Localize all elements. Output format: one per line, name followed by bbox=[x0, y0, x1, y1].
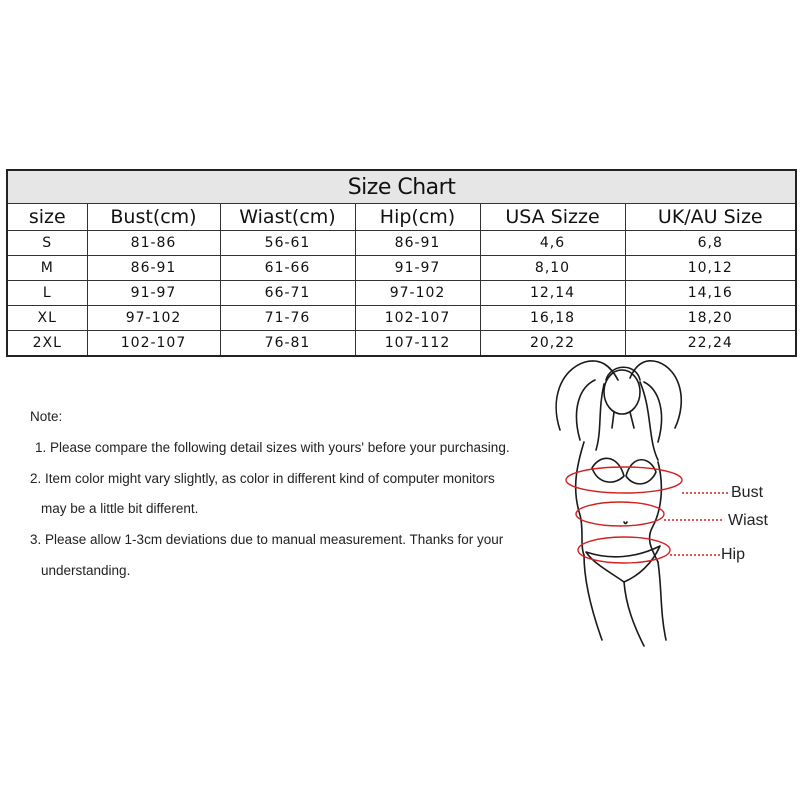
table-cell: 16,18 bbox=[480, 306, 625, 331]
table-cell: 91-97 bbox=[87, 281, 220, 306]
note-item-2: 2. Item color might vary slightly, as color in different kind of computer monitors bbox=[30, 471, 495, 486]
table-cell: 71-76 bbox=[220, 306, 355, 331]
table-cell: 86-91 bbox=[87, 256, 220, 281]
table-cell: 76-81 bbox=[220, 331, 355, 357]
table-cell: M bbox=[7, 256, 87, 281]
table-cell: 91-97 bbox=[355, 256, 480, 281]
table-cell: 22,24 bbox=[625, 331, 796, 357]
waist-label: Wiast bbox=[728, 512, 768, 529]
table-row bbox=[7, 256, 796, 281]
column-header: size bbox=[7, 204, 87, 231]
table-cell: 102-107 bbox=[355, 306, 480, 331]
table-cell: 14,16 bbox=[625, 281, 796, 306]
note-item-2-continued: may be a little bit different. bbox=[41, 501, 199, 516]
table-row bbox=[7, 231, 796, 256]
table-cell: 97-102 bbox=[87, 306, 220, 331]
notes-heading: Note: bbox=[30, 409, 63, 424]
body-measurement-figure bbox=[540, 350, 800, 650]
note-item-1: 1. Please compare the following detail sizes with yours' before your purchasing. bbox=[35, 440, 510, 455]
table-cell: 8,10 bbox=[480, 256, 625, 281]
note-item-3-continued: understanding. bbox=[41, 563, 131, 578]
table-cell: 56-61 bbox=[220, 231, 355, 256]
column-header: Bust(cm) bbox=[87, 204, 220, 231]
table-cell: 61-66 bbox=[220, 256, 355, 281]
size-chart-title: Size Chart bbox=[7, 170, 796, 204]
table-row bbox=[7, 306, 796, 331]
table-cell: L bbox=[7, 281, 87, 306]
column-header: UK/AU Size bbox=[625, 204, 796, 231]
table-cell: 86-91 bbox=[355, 231, 480, 256]
table-cell: 12,14 bbox=[480, 281, 625, 306]
column-header: USA Sizze bbox=[480, 204, 625, 231]
table-cell: 20,22 bbox=[480, 331, 625, 357]
table-cell: 107-112 bbox=[355, 331, 480, 357]
table-cell: 66-71 bbox=[220, 281, 355, 306]
column-header: Hip(cm) bbox=[355, 204, 480, 231]
table-cell: 18,20 bbox=[625, 306, 796, 331]
table-cell: 4,6 bbox=[480, 231, 625, 256]
table-cell: 10,12 bbox=[625, 256, 796, 281]
table-cell: XL bbox=[7, 306, 87, 331]
table-header-row bbox=[7, 204, 796, 231]
table-cell: S bbox=[7, 231, 87, 256]
table-row bbox=[7, 281, 796, 306]
column-header: Wiast(cm) bbox=[220, 204, 355, 231]
size-chart-table bbox=[6, 169, 797, 357]
table-cell: 102-107 bbox=[87, 331, 220, 357]
note-item-3: 3. Please allow 1-3cm deviations due to manual measurement. Thanks for your bbox=[30, 532, 504, 547]
table-cell: 6,8 bbox=[625, 231, 796, 256]
table-cell: 97-102 bbox=[355, 281, 480, 306]
hip-label: Hip bbox=[721, 546, 746, 563]
table-cell: 81-86 bbox=[87, 231, 220, 256]
table-cell: 2XL bbox=[7, 331, 87, 357]
bust-label: Bust bbox=[731, 484, 764, 501]
